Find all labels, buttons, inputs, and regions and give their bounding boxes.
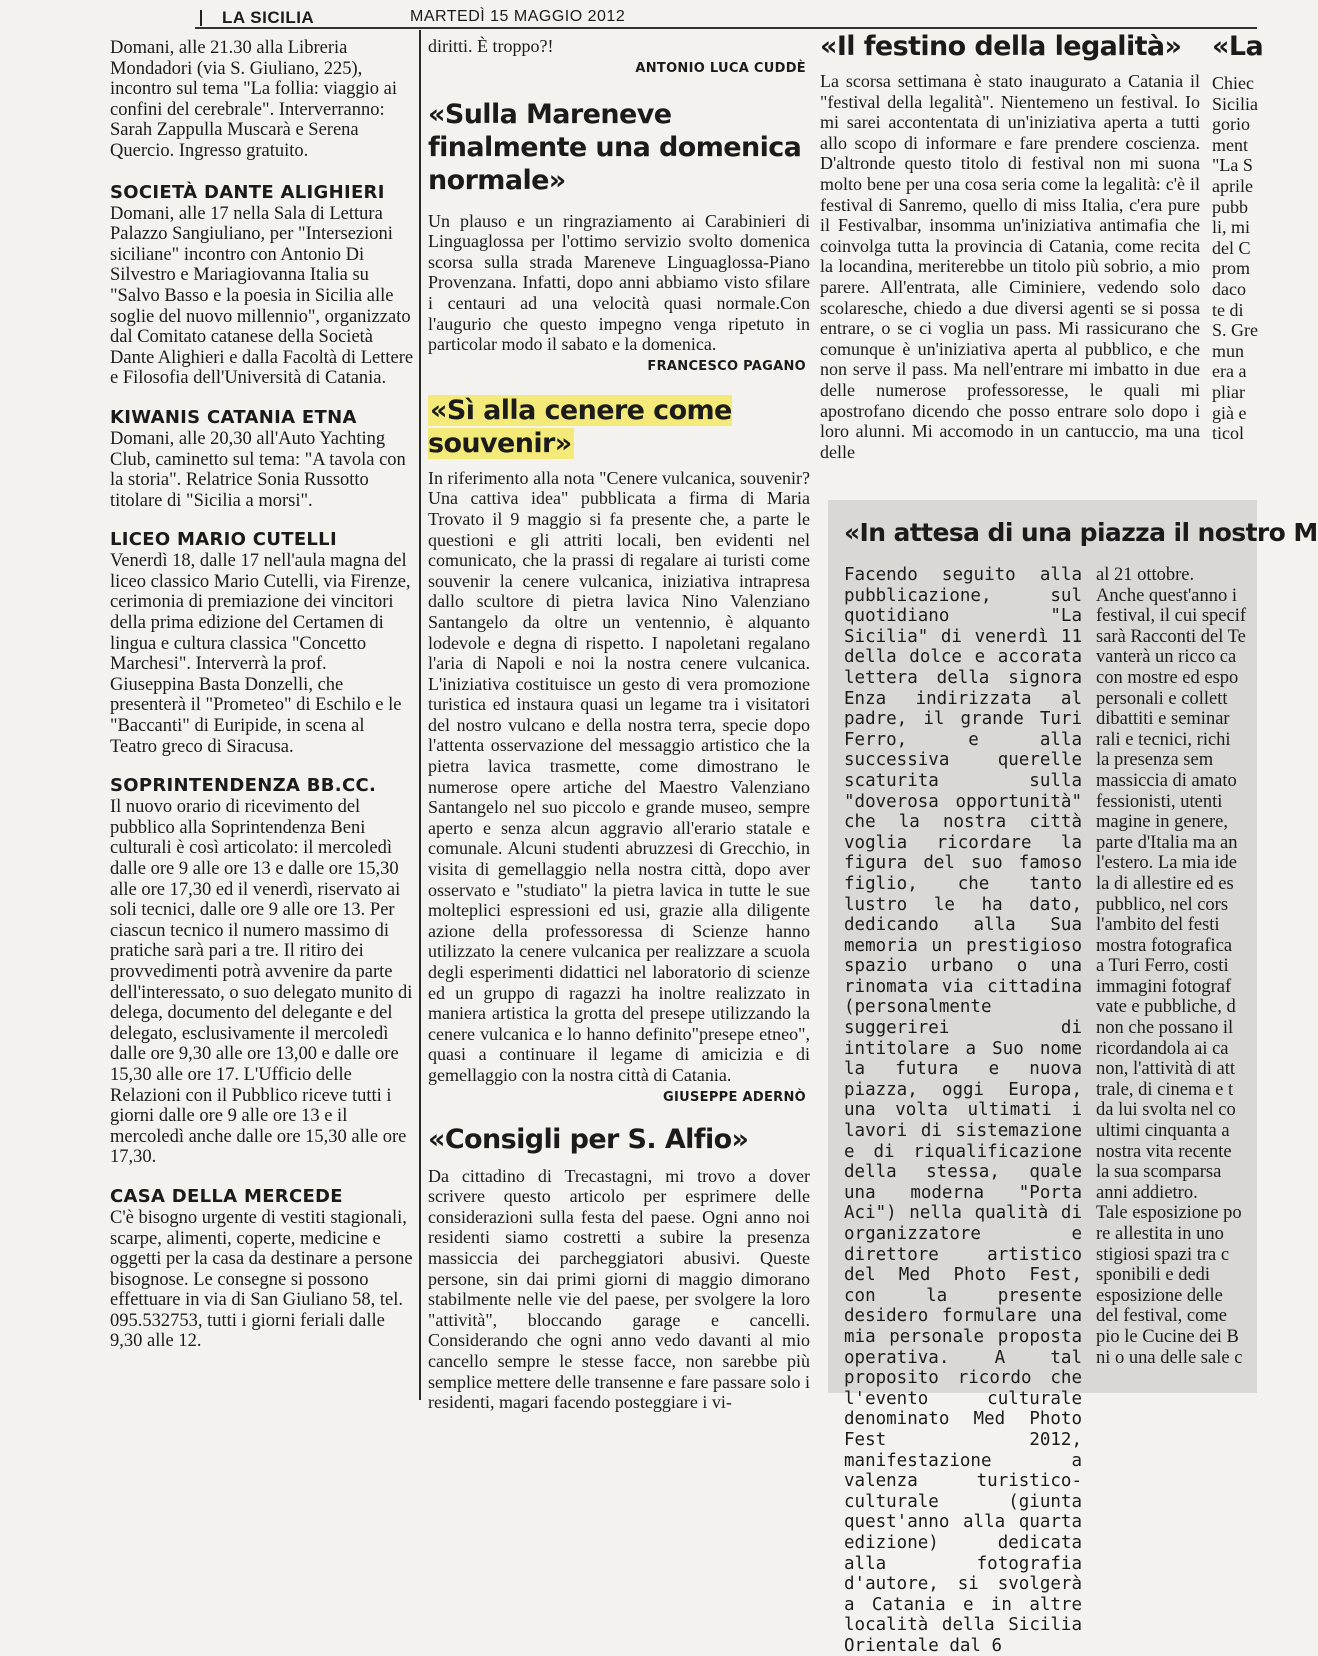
cropped-line: te di <box>1212 299 1244 320</box>
box-line: a Turi Ferro, costi <box>1096 956 1229 977</box>
piazza-article-box <box>828 500 1318 1656</box>
article-text: Un plauso e un ringraziamento ai Carabinieri di Linguaglossa per l'ottimo servizio svolto domenica scorsa sulla strada Mareneve Linguaglossa-Piano Provenzana. Infatti, dopo anni abbiamo visto sfilare i centauri ad una velocità quasi normale.Con l'augurio che questo impegno venga ripetuto in particolar modo il sabato e la domenica. <box>428 210 810 355</box>
box-line: con mostre ed espo <box>1096 667 1239 688</box>
box-line: sarà Racconti del Te <box>1096 626 1246 647</box>
box-text: Facendo seguito alla pubblicazione, sul quotidiano "La Sicilia" di venerdì 11 della dolce e accorata lettera della signora Enza indirizzata al padre, il grande Turi Ferro, e alla successiva querelle scaturita sulla "doverosa opportunità" che la nostra città voglia ricordare la figura del suo famoso figlio, che tanto lustro le ha dato, dedicando alla Sua memoria un prestigioso spazio urbano o una rinomata via cittadina (personalmente suggerirei di intitolare a Suo nome la futura e nuova piazza, oggi Europa, una volta ultimati i lavori di sistemazione e di riqualificazione della stessa, quale una moderna "Porta Aci") nella qualità di organizzatore e direttore artistico del Med Photo Fest, con la presente desidero formulare una mia personale proposta operativa. A tal proposito ricordo che l'evento culturale denominato Med Photo Fest 2012, manifestazione a valenza turistico-culturale (giunta quest'anno alla quarta edizione) dedicata alla fotografia d'autore, si svolgerà a Catania e in altre località della Sicilia Orientale dal 6 <box>844 565 1082 1656</box>
brief-text: Domani, alle 17 nella Sala di Lettura Palazzo Sangiuliano, per "Intersezioni siciliane" incontro con Antonio Di Silvestro e Mariagiovanna Italia su "Salvo Basso e la poesia in Sicilia alle soglie del nuovo millennio", organizzato dal Comitato catanese della Società Dante Alighieri e dalla Facoltà di Lettere e Filosofia dell'Università di Catania. <box>110 203 414 389</box>
brief-text: Domani, alle 20,30 all'Auto Yachting Club, caminetto sul tema: "A tavola con la storia". Relatrice Sonia Russotto titolare di "Sicilia a morsi". <box>110 428 406 511</box>
brief-text: C'è bisogno urgente di vestiti stagionali, scarpe, alimenti, coperte, medicine e oggetti per la casa da destinare a persone bisognose. Le consegne si possono effettuare in via di San Giuliano 58, tel. 095.532753, tutti i giorni feriali dalle 9,30 alle 12. <box>110 1207 413 1352</box>
brief-title: SOCIETÀ DANTE ALIGHIERI <box>110 181 385 203</box>
box-line: del festival, come <box>1096 1306 1227 1327</box>
carry-over-signature: ANTONIO LUCA CUDDÈ <box>635 60 806 76</box>
cropped-line: Chiec <box>1212 73 1254 93</box>
brief-text: Venerdì 18, dalle 17 nell'aula magna del liceo classico Mario Cutelli, via Firenze, cerimonia di premiazione dei vincitori della prima edizione del Certamen di lingua e cultura classica "Concetto Marchesi". Interverrà la prof. Giuseppina Basta Donzelli, che presenterà il "Prometeo" di Eschilo e le "Baccanti" di Euripide, in scena al Teatro greco di Siracusa. <box>110 551 411 757</box>
cropped-line: pubb <box>1212 196 1248 217</box>
cropped-line: già e <box>1212 402 1247 423</box>
box-line: Tale esposizione po <box>1096 1203 1242 1224</box>
cropped-line: daco <box>1212 278 1246 299</box>
cropped-column <box>1212 30 1272 470</box>
cropped-line: gorio <box>1212 114 1250 135</box>
box-line: non che possano il <box>1096 1018 1234 1039</box>
box-title: «In attesa di una piazza il nostro M <box>844 518 1318 547</box>
brief-soprintendenza <box>110 775 415 1168</box>
cropped-line: ticol <box>1212 423 1244 444</box>
box-line: parte d'Italia ma an <box>1096 832 1238 853</box>
box-line: mostra fotografica <box>1096 935 1233 956</box>
box-line: l'ambito del festi <box>1096 915 1220 936</box>
header-bar <box>200 10 202 26</box>
brief-casa-mercede <box>110 1186 415 1352</box>
article-signature: GIUSEPPE ADERNÒ <box>663 1089 806 1105</box>
cropped-line: aprile <box>1212 175 1253 196</box>
box-line: la di allestire ed es <box>1096 873 1234 894</box>
box-line: ultimi cinquanta a <box>1096 1121 1230 1142</box>
events-column <box>110 30 415 1413</box>
brief-liceo-cutelli <box>110 529 415 757</box>
box-line: l'estero. La mia ide <box>1096 853 1237 874</box>
article-text: La scorsa settimana è stato inaugurato a Catania il "festival della legalità". Nientemeno un festival. Io mi sarei accontentata di un'iniziativa aperta a tutti allo scopo di informare e fare prendere coscienza. D'altronde questo titolo di festival non mi suona molto bene per una cosa seria come la legalità: c'è il festival di Sanremo, quello di miss Italia, c'era pure il Festivalbar, insomma un'iniziativa antimafia che coinvolga tutta la provincia di Catania, come recita la locandina, meriterebbe un titolo più sobrio, a mio parere. All'entrata, alle Ciminiere, vedendo solo scolaresche, chiedo a due diversi agenti se si possa entrare, o se ci voglia un pass. Mi rassicurano che comunque è un'iniziativa aperta al pubblico, e che non serve il pass. Ma nell'entrare mi imbatto in due delle numerose professoresse, le quali mi apostrofano dicendo che posso entrare solo dopo i loro alunni. Mi accomodo in un cantuccio, ma una delle <box>820 71 1200 462</box>
article-title-highlighted <box>428 394 810 460</box>
article-text: In riferimento alla nota "Cenere vulcanica, souvenir? Una cattiva idea" pubblicata a firma di Maria Trovato il 9 maggio si fa presente che, a parte le questioni e gli attriti locali, ben evidenti nel comunicato, che la prassi di regalare ai turisti come souvenir la cenere vulcanica, iniziativa intrapresa dallo scultore di pietra lavica Nino Valenziano Santangelo da oltre un ventennio, è alquanto lodevole e degna di rispetto. I napoletani regalano l'aria di Napoli e noi la nostra cenere vulcanica. L'iniziativa costituisce un gesto di vera promozione turistica ed instaura quasi un legame tra i visitatori del nostro vulcano e della nostra terra, specie dopo l'attenta osservazione del messaggio artistico che la pietra lavica trasmette, come dimostrano le numerose opere artiche del Maestro Valenziano Santangelo nel suo piccolo e grande museo, sempre aperto e senza alcun aggravio all'erario statale e comunale. Alcuni studenti abruzzesi di Grecchio, in visita di gemellaggio nella nostra città, dopo aver osservato e "studiato" la pietra lavica in tutte le sue molteplici espressioni ed usi, grazie alla diligente azione della professoressa di Scienze hanno utilizzato la cenere vulcanica per realizzare a scuola degli esperimenti didattici nel laboratorio di scienze ed un gruppo di ragazzi ha inoltre realizzato in maniera artistica la grotta del presepe utilizzando la cenere vulcanica e lo hanno definito"presepe etneo", quasi a continuare il legame di amicizia e di gemellaggio con la nostra città di Catania. <box>428 467 810 1085</box>
box-line: massiccia di amato <box>1096 770 1237 791</box>
article-text: Da cittadino di Trecastagni, mi trovo a dover scrivere questo articolo per esprimere delle considerazioni sulla festa del paese. Ogni anno noi residenti siamo costretti a subire la presenza massiccia dei parcheggiatori abusivi. Queste persone, sin dai primi giorni di maggio dimorano stabilmente nelle vie del paese, per svolgere la loro "attività", bloccando garage e cancelli. Considerando che ogni anno vedo davanti al mio cancello sempre le stesse facce, non sarebbe più semplice mettere delle transenne e fare passare solo i residenti, magari facendo posteggiare i vi- <box>428 1165 810 1413</box>
box-line: ni o una delle sale c <box>1096 1347 1243 1368</box>
box-line: vate e pubbliche, d <box>1096 997 1236 1018</box>
box-line: ricordandola ai ca <box>1096 1038 1229 1059</box>
cropped-line: S. Gre <box>1212 320 1258 341</box>
article-title: «Il festino della legalità» <box>820 31 1182 62</box>
letters-column <box>428 30 810 1413</box>
brief-title: KIWANIS CATANIA ETNA <box>110 406 357 428</box>
box-line: da lui svolta nel co <box>1096 1100 1236 1121</box>
box-line: la presenza sem <box>1096 750 1214 771</box>
box-line: magine in genere, <box>1096 812 1229 833</box>
box-column-2 <box>1096 565 1296 1385</box>
box-line: Anche quest'anno i <box>1096 585 1238 606</box>
cropped-line: pliar <box>1212 381 1245 402</box>
brief-title: LICEO MARIO CUTELLI <box>110 529 337 551</box>
box-line: re allestita in uno <box>1096 1224 1224 1244</box>
box-line: rali e tecnici, richi <box>1096 729 1231 750</box>
brief-title: SOPRINTENDENZA BB.CC. <box>110 775 377 797</box>
box-line: stigiosi spazi tra c <box>1096 1244 1230 1265</box>
box-line: non, l'attività di att <box>1096 1059 1235 1080</box>
box-line: sponibili e dedi <box>1096 1265 1211 1286</box>
cropped-line: Sicilia <box>1212 93 1258 114</box>
brief-dante-alighieri <box>110 182 415 389</box>
cropped-line: era a <box>1212 361 1247 382</box>
cropped-lines <box>1212 73 1272 444</box>
article-title: «Consigli per S. Alfio» <box>428 1123 749 1155</box>
box-line: esposizione delle <box>1096 1285 1223 1306</box>
highlight-mark: «Sì alla cenere come souvenir» <box>428 394 732 459</box>
festino-column <box>820 30 1200 470</box>
cropped-line: del C <box>1212 237 1251 258</box>
box-column-1 <box>844 565 1082 1656</box>
box-line: al 21 ottobre. <box>1096 565 1195 585</box>
brief-title: CASA DELLA MERCEDE <box>110 1185 343 1207</box>
header-rule <box>195 27 1257 29</box>
cropped-line: mun <box>1212 340 1245 361</box>
cropped-line: li, mi <box>1212 217 1251 238</box>
carry-over-text: diritti. È troppo?! <box>428 36 554 56</box>
box-line: dibattiti e seminar <box>1096 709 1230 730</box>
box-line: personali e collett <box>1096 688 1228 709</box>
article-title: «Sulla Mareneve finalmente una domenica normale» <box>428 98 802 196</box>
box-line: pio le Cucine dei B <box>1096 1326 1239 1347</box>
column-divider <box>419 30 421 1400</box>
brief-intro-text: Domani, alle 21.30 alla Libreria Mondadori (via S. Giuliano, 225), incontro sul tema "La follia: viaggio ai confini del cerebrale". Interverranno: Sarah Zappulla Muscarà e Serena Quercio. Ingresso gratuito. <box>110 38 398 161</box>
box-line: la sua scomparsa <box>1096 1162 1222 1183</box>
box-line: nostra vita recente <box>1096 1141 1232 1162</box>
box-line: immagini fotograf <box>1096 976 1232 997</box>
article-title: «La <box>1212 31 1264 62</box>
box-line: pubblico, nel cors <box>1096 894 1229 915</box>
cropped-line: ment <box>1212 134 1248 155</box>
box-line: anni addietro. <box>1096 1182 1198 1203</box>
article-signature: FRANCESCO PAGANO <box>647 358 806 374</box>
brief-text: Il nuovo orario di ricevimento del pubblico alla Soprintendenza Beni culturali è così articolato: il mercoledì dalle ore 9 alle ore 13 e dalle ore 15,30 alle ore 17,30 ed il venerdì, riservato ai soli tecnici, dalle ore 9 alle ore 13. Per ciascun tecnico il numero massimo di pratiche sarà pari a tre. Il ritiro dei provvedimenti potrà avvenire da parte dell'interessato, o suo delegato munito di delega, documento del delegante e del delegato, esclusivamente il mercoledì dalle ore 9,30 alle ore 13,00 e dalle ore 15,30 alle ore 17. L'Ufficio delle Relazioni con il Pubblico riceve tutti i giorni dalle ore 9 alle ore 13 e il mercoledì anche dalle ore 15,30 alle ore 17,30. <box>110 797 413 1168</box>
cropped-line: "La S <box>1212 155 1253 176</box>
box-line: vanterà un ricco ca <box>1096 647 1237 668</box>
brief-kiwanis <box>110 407 415 511</box>
cropped-line: prom <box>1212 258 1250 279</box>
box-line: trale, di cinema e t <box>1096 1079 1234 1100</box>
issue-date: MARTEDÌ 15 MAGGIO 2012 <box>410 8 626 25</box>
box-line: fessionisti, utenti <box>1096 791 1223 812</box>
box-line: festival, il cui specif <box>1096 606 1247 627</box>
newspaper-name: LA SICILIA <box>222 8 315 27</box>
